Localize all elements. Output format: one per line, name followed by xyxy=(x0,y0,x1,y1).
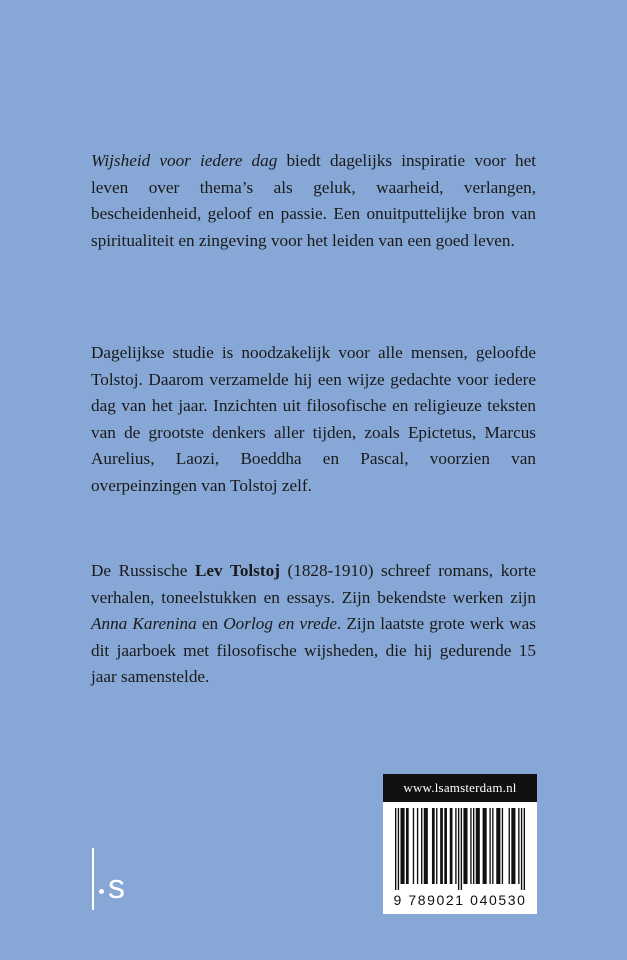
book-title-italic: Wijsheid voor iedere dag xyxy=(91,151,278,170)
logo-letter: s xyxy=(108,868,125,906)
logo-bar xyxy=(92,848,94,910)
blurb-paragraph-2 xyxy=(91,340,536,500)
barcode-bar xyxy=(455,808,456,884)
author-bio-text: (1828-1910) schreef romans, korte verhalen, toneelstukken en essays. Zijn bekendste werken zijn xyxy=(91,561,537,607)
barcode-bar xyxy=(444,808,447,884)
barcode-bar xyxy=(509,808,510,884)
barcode-bar xyxy=(424,808,428,884)
barcode-bar xyxy=(521,808,522,890)
author-bio xyxy=(91,558,536,691)
author-name: Lev Tolstoj xyxy=(194,561,280,580)
barcode-bar xyxy=(518,808,519,884)
barcode-bar xyxy=(511,808,515,884)
work-title-anna-karenina: Anna Karenina xyxy=(91,614,197,634)
blurb-paragraph-1 xyxy=(91,148,536,254)
barcode-bar xyxy=(489,808,490,884)
author-bio-prefix: De Russische xyxy=(91,561,195,580)
ls-publisher-logo-icon xyxy=(90,848,140,910)
barcode-bar xyxy=(470,808,471,884)
barcode-bar xyxy=(502,808,503,884)
barcode-bar xyxy=(524,808,525,890)
author-bio-ending: . Zijn laatste grote werk was dit jaarboek met filosofische wijsheden, die hij gedurende 15 jaar samenstelde. xyxy=(91,614,536,687)
barcode-bar xyxy=(421,808,422,884)
barcode-bar xyxy=(492,808,493,884)
isbn-barcode xyxy=(395,808,525,890)
barcode-bar xyxy=(496,808,500,884)
author-bio-connector: en xyxy=(196,614,224,634)
barcode-bar xyxy=(473,808,474,884)
barcode-bar xyxy=(458,808,459,890)
barcode-bar xyxy=(417,808,418,884)
blurb-paragraph-2-text: Dagelijkse studie is noodzakelijk voor alle mensen, geloofde Tolstoj. Daarom verzamelde hij een wijze gedachte voor iedere dag van het jaar. Inzichten uit filosofische en religieuze teksten van de grootste denkers aller tijden, zoals Epictetus, Marcus Aurelius, Laozi, Boeddha en Pascal, voorzien van overpeinzingen van Tolstoj zelf. xyxy=(91,343,536,495)
barcode-bar xyxy=(476,808,480,884)
work-title-oorlog-en-vrede: Oorlog en vrede xyxy=(223,614,337,634)
barcode-bar xyxy=(406,808,409,884)
barcode-panel xyxy=(383,774,537,914)
barcode-bar xyxy=(400,808,404,884)
barcode-bar xyxy=(440,808,443,884)
barcode-bar xyxy=(413,808,414,884)
logo-dot xyxy=(99,889,104,894)
publisher-url: www.lsamsterdam.nl xyxy=(383,774,537,802)
barcode-bar xyxy=(483,808,487,884)
barcode-bar xyxy=(450,808,453,884)
barcode-bar xyxy=(432,808,435,884)
barcode-bar xyxy=(395,808,396,890)
barcode-bar xyxy=(463,808,467,884)
barcode-bar xyxy=(461,808,462,890)
isbn-digits: 9 789021 040530 xyxy=(393,892,527,908)
barcode-bar xyxy=(436,808,437,884)
barcode-bar xyxy=(398,808,399,890)
blurb-paragraph-1-text: biedt dagelijks inspiratie voor het leven over thema’s als geluk, waarheid, verlangen, bescheidenheid, geloof en passie. Een onuitputtelijke bron van spiritualiteit en zingeving voor het leiden van een goed leven. xyxy=(91,151,536,250)
